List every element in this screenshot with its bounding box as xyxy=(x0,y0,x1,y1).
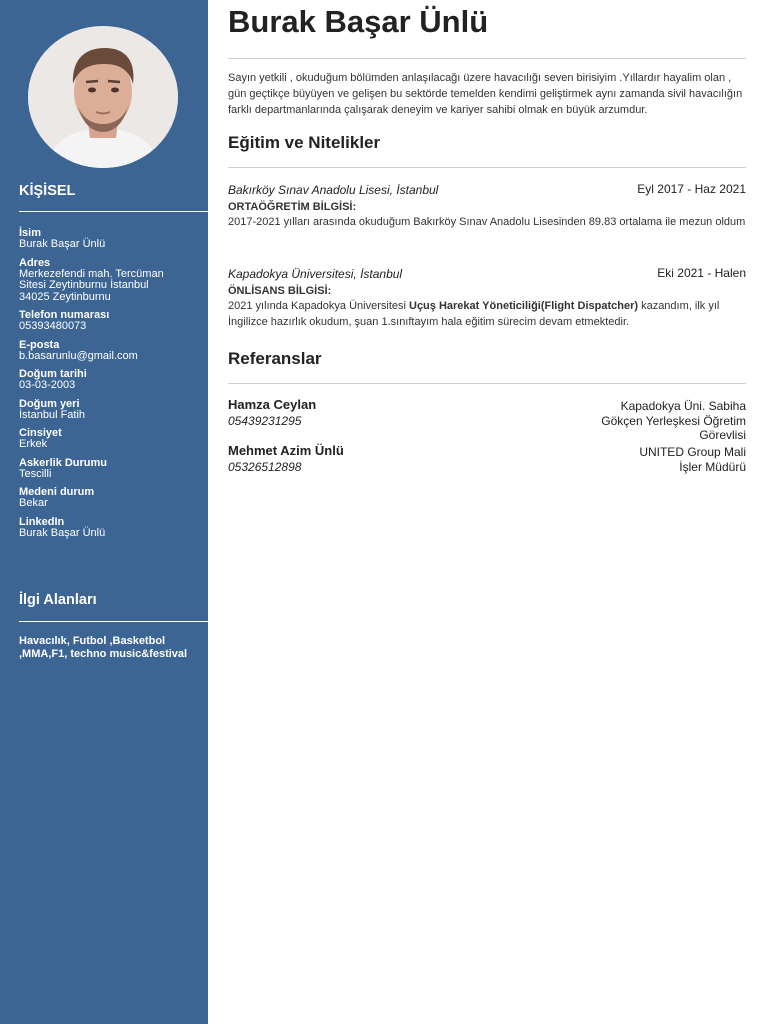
reference-phone[interactable]: 05326512898 xyxy=(228,460,302,474)
intro-paragraph: Sayın yetkili , okuduğum bölümden anlaşılacağı üzere havacılığı seven birisiyim .Yıllardır hayalim olan , gün geçtikçe büyüyen ve gelişen bu sektörde temelden kendimi geliştirmek aynı zamanda sivil havacılığın farklı departmanlarında çalışarak deneyim ve kariyer sahibi olmak en büyük arzumdur. xyxy=(228,72,743,116)
field-military-status: Askerlik Durumu Tescilli xyxy=(19,456,108,480)
field-birth-date: Doğum tarihi 03-03-2003 xyxy=(19,368,87,391)
personal-divider xyxy=(19,211,208,212)
field-email: E-posta b.basarunlu@gmail.com xyxy=(19,338,138,362)
education-description: 2021 yılında Kapadokya Üniversitesi Uçuş Harekat Yöneticiliği(Flight Dispatcher) kazandım, ilk yıl İngilizce hazırlık okudum, şuan 1.sınıftayım hala eğitim sürecim devam etmektedir. xyxy=(228,300,720,328)
sidebar xyxy=(0,0,208,1024)
reference-item xyxy=(228,397,746,442)
education-item xyxy=(228,183,746,230)
reference-item xyxy=(228,443,746,474)
interests-heading: İlgi Alanları xyxy=(19,592,97,608)
field-marital-status: Medeni durum Bekar xyxy=(19,486,95,509)
reference-organization: UNITED Group Mali İşler Müdürü xyxy=(639,445,746,474)
school-name: Bakırköy Sınav Anadolu Lisesi, İstanbul xyxy=(228,183,439,197)
field-birth-place: Doğum yeri İstanbul Fatih xyxy=(19,397,86,421)
reference-name: Mehmet Azim Ünlü xyxy=(228,443,344,458)
reference-name: Hamza Ceylan xyxy=(228,397,317,412)
field-gender: Cinsiyet Erkek xyxy=(19,427,62,450)
education-date: Eki 2021 - Halen xyxy=(657,266,746,280)
education-heading: Eğitim ve Nitelikler xyxy=(228,133,381,152)
interests-list: Havacılık, Futbol ,Basketbol ,MMA,F1, techno music&festival xyxy=(19,635,188,660)
education-description: 2017-2021 yılları arasında okuduğum Bakırköy Sınav Anadolu Lisesinden 89.83 ortalama ile mezun oldum xyxy=(228,216,746,228)
references-heading: Referanslar xyxy=(228,349,322,368)
education-item xyxy=(228,267,746,330)
field-linkedin: LinkedIn Burak Başar Ünlü xyxy=(19,515,106,539)
education-divider xyxy=(228,167,746,168)
field-phone: Telefon numarası 05393480073 xyxy=(19,309,110,332)
field-address: Adres Merkezefendi mah. Tercüman Sitesi Zeytinburnu İstanbul 34025 Zeytinburnu xyxy=(19,256,164,303)
education-date: Eyl 2017 - Haz 2021 xyxy=(637,182,746,196)
reference-phone[interactable]: 05439231295 xyxy=(228,414,302,428)
degree-label: ORTAÖĞRETİM BİLGİSİ: xyxy=(228,201,357,213)
title-divider xyxy=(228,58,746,59)
personal-fields xyxy=(19,227,199,545)
degree-label: ÖNLİSANS BİLGİSİ: xyxy=(228,285,332,297)
reference-organization: Kapadokya Üni. Sabiha Gökçen Yerleşkesi Öğretim Görevlisi xyxy=(601,399,746,442)
references-divider xyxy=(228,383,746,384)
interests-divider xyxy=(19,621,208,622)
school-name: Kapadokya Üniversitesi, İstanbul xyxy=(228,267,403,281)
personal-heading: KİŞİSEL xyxy=(19,183,76,199)
field-name: İsim Burak Başar Ünlü xyxy=(19,227,106,250)
portrait-image xyxy=(28,26,178,168)
profile-photo xyxy=(28,26,178,168)
page-title: Burak Başar Ünlü xyxy=(228,4,489,39)
